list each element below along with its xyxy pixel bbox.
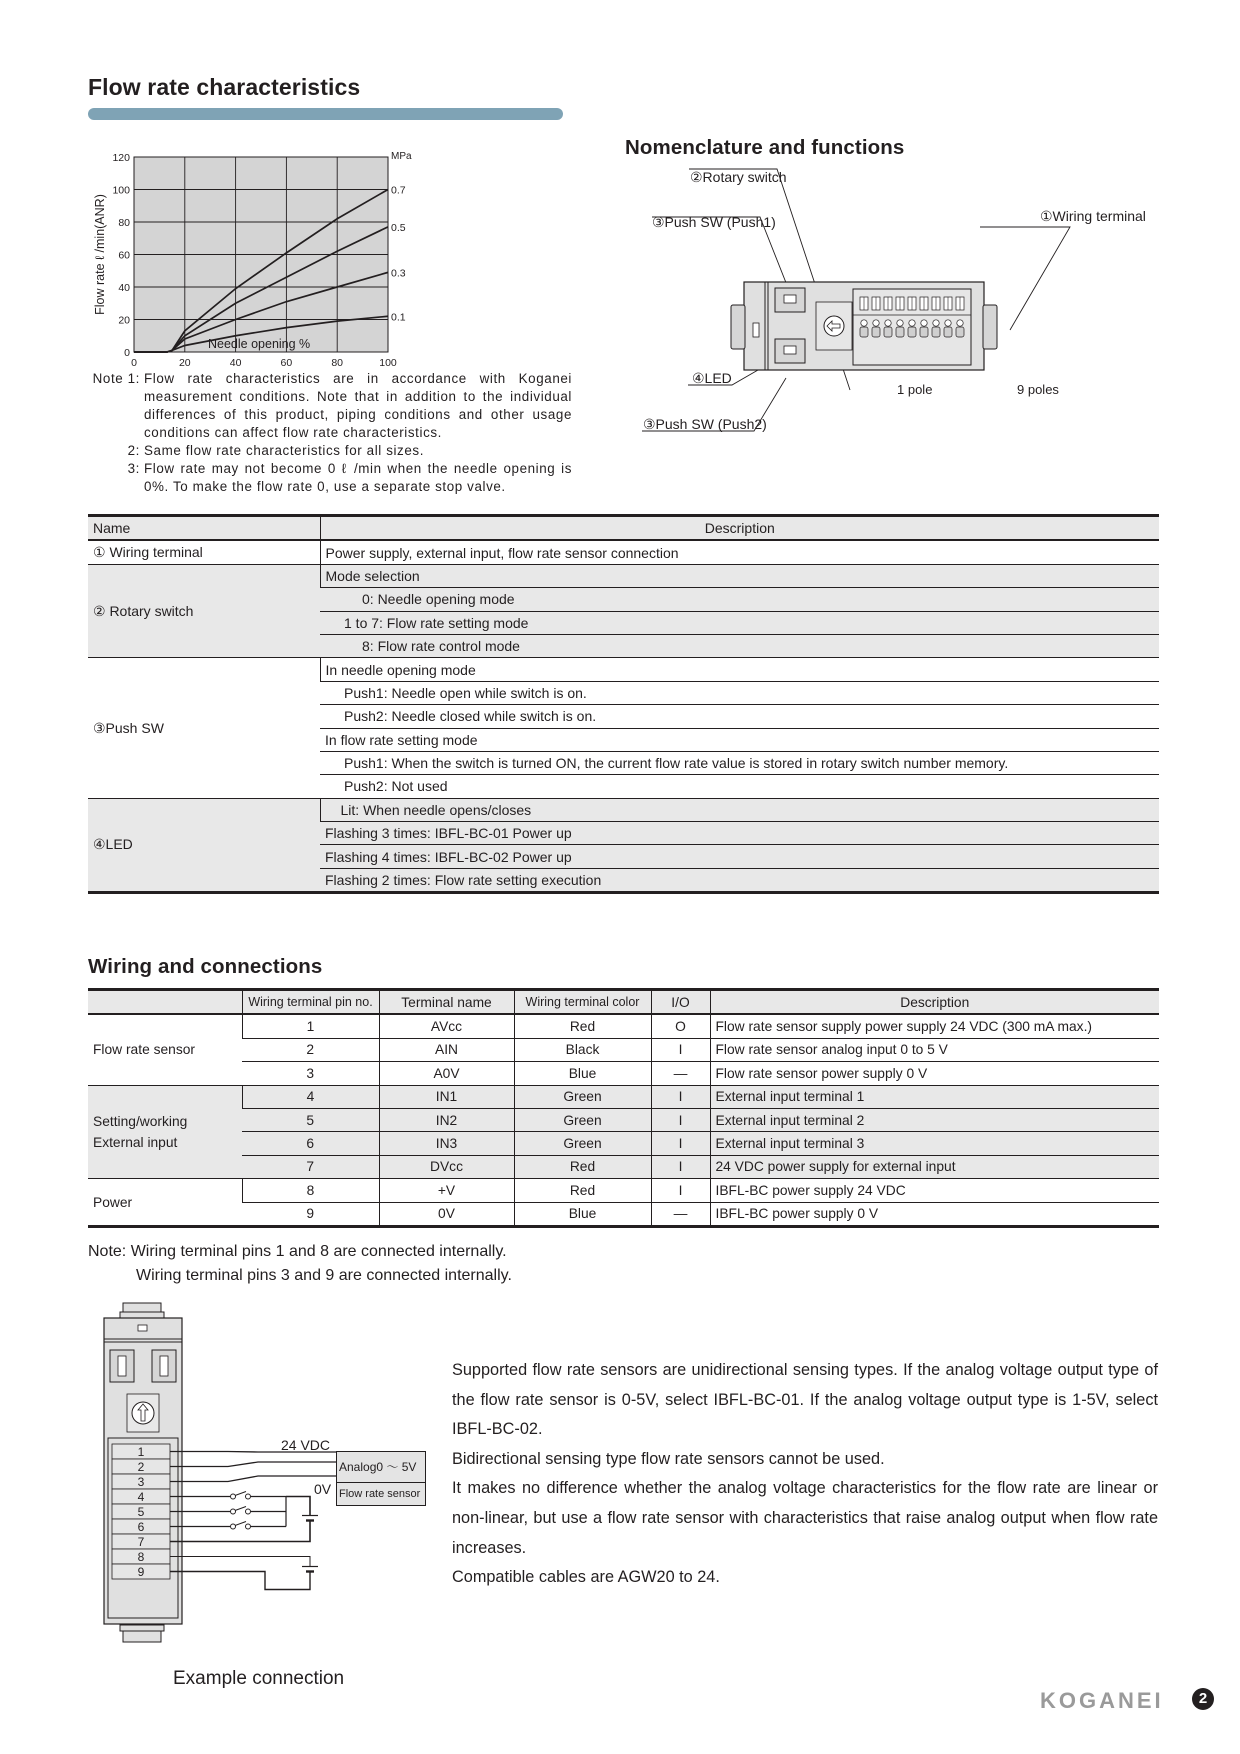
table-row	[88, 1085, 1159, 1108]
note-label: Note 1:	[92, 371, 140, 386]
nomenclature-table	[88, 514, 1159, 894]
series-label: 0.1	[391, 311, 406, 324]
x-tick: 20	[178, 357, 191, 369]
note-text: Flow rate characteristics are in accordance with Koganei measurement conditions. Note that in addition to the individual differences of this product, piping conditions and other usage conditions can affect flow rate characteristics.	[144, 371, 572, 440]
wiring-table	[88, 988, 1159, 1228]
description-cell: 8: Flow rate control mode	[320, 634, 1159, 657]
table-row	[88, 1179, 1159, 1202]
description-cell: Push2: Needle closed while switch is on.	[320, 705, 1159, 728]
nomenclature-title: Nomenclature and functions	[625, 136, 905, 159]
io-cell: —	[651, 1062, 710, 1085]
x-tick: 100	[379, 357, 397, 369]
note-label: 2:	[127, 443, 140, 458]
column-header: Name	[88, 516, 320, 541]
pin-label: 1	[137, 1445, 145, 1459]
sensor-box	[336, 1451, 426, 1506]
wire-color-cell: Red	[514, 1155, 651, 1178]
note-item	[88, 370, 572, 442]
column-header: Description	[710, 990, 1159, 1015]
pin-cell: 2	[242, 1038, 379, 1061]
table-row	[88, 1108, 1159, 1131]
callout-push1: ③Push SW (Push1)	[652, 214, 776, 230]
callout-led: ④LED	[692, 370, 732, 386]
table-row	[88, 540, 1159, 564]
row-name-cell: ② Rotary switch	[88, 564, 320, 658]
pole9-label: 9 poles	[1017, 382, 1059, 397]
description-cell: External input terminal 2	[710, 1108, 1159, 1131]
terminal-name-cell: IN3	[379, 1132, 514, 1155]
note-text: Flow rate may not become 0 ℓ /min when the needle opening is 0%. To make the flow rate 0, use a separate stop valve.	[144, 461, 572, 494]
flow-rate-chart	[88, 145, 448, 369]
pin-cell: 4	[242, 1085, 379, 1108]
callout-wiring-terminal: ①Wiring terminal	[1040, 208, 1146, 224]
note-item	[88, 442, 572, 460]
table-row	[88, 1062, 1159, 1085]
pin-label: 3	[137, 1475, 145, 1489]
group-name-cell: Flow rate sensor	[88, 1014, 242, 1085]
body-paragraph: Compatible cables are AGW20 to 24.	[452, 1568, 720, 1587]
description-cell: IBFL-BC power supply 0 V	[710, 1202, 1159, 1226]
description-cell: 24 VDC power supply for external input	[710, 1155, 1159, 1178]
y-tick: 60	[118, 249, 130, 262]
series-label: 0.7	[391, 184, 406, 197]
y-tick: 80	[118, 217, 130, 229]
row-name-cell: ③Push SW	[88, 658, 320, 798]
terminal-name-cell: DVcc	[379, 1155, 514, 1178]
example-connection-caption: Example connection	[173, 1668, 345, 1689]
column-header: Description	[320, 516, 1159, 541]
y-tick: 0	[124, 347, 130, 359]
table-header-row	[88, 990, 1159, 1015]
pin-cell: 7	[242, 1155, 379, 1178]
description-cell: Flashing 3 times: IBFL-BC-01 Power up	[320, 822, 1159, 845]
terminal-name-cell: IN1	[379, 1085, 514, 1108]
pin-cell: 9	[242, 1202, 379, 1226]
series-label: 0.5	[391, 221, 406, 234]
io-cell: I	[651, 1085, 710, 1108]
callout-push2: ③Push SW (Push2)	[643, 416, 767, 432]
x-tick: 80	[331, 357, 344, 369]
row-name-cell: ① Wiring terminal	[88, 540, 320, 564]
description-cell: Push1: When the switch is turned ON, the current flow rate value is stored in rotary switch number memory.	[320, 751, 1159, 774]
wire-color-cell: Red	[514, 1014, 651, 1038]
sensor-name-label: Flow rate sensor	[339, 1488, 421, 1500]
column-header: Terminal name	[379, 990, 514, 1015]
y-tick: 20	[118, 314, 130, 327]
io-cell: I	[651, 1155, 710, 1178]
description-cell: Flashing 2 times: Flow rate setting execution	[320, 868, 1159, 892]
chart-ylabel: Flow rate ℓ /min(ANR)	[93, 194, 107, 315]
table-row	[88, 658, 1159, 681]
flow-notes	[88, 370, 572, 496]
wire-color-cell: Green	[514, 1132, 651, 1155]
x-tick: 40	[229, 357, 242, 369]
table-row	[88, 564, 1159, 587]
group-name-cell: Setting/working External input	[88, 1085, 242, 1179]
group-name-cell: Power	[88, 1179, 242, 1227]
io-cell: O	[651, 1014, 710, 1038]
description-cell: Push1: Needle open while switch is on.	[320, 681, 1159, 704]
mpa-unit-label: MPa	[391, 151, 412, 162]
pin-cell: 8	[242, 1179, 379, 1202]
pin-label: 8	[137, 1550, 145, 1564]
pin-label: 9	[137, 1565, 145, 1579]
y-tick: 40	[118, 282, 130, 294]
io-cell: I	[651, 1132, 710, 1155]
wire-color-cell: Blue	[514, 1202, 651, 1226]
io-cell: —	[651, 1202, 710, 1226]
column-header: Wiring terminal pin no.	[242, 990, 379, 1015]
description-cell: Lit: When needle opens/closes	[320, 798, 1159, 821]
note-label: 3:	[127, 461, 140, 476]
wire-color-cell: Red	[514, 1179, 651, 1202]
description-cell: Push2: Not used	[320, 775, 1159, 798]
label-24vdc: 24 VDC	[281, 1437, 331, 1453]
flow-section-title: Flow rate characteristics	[88, 74, 361, 100]
device-diagram	[620, 160, 1180, 460]
description-cell: Mode selection	[320, 564, 1159, 587]
note-item	[88, 460, 572, 496]
table-row	[88, 1132, 1159, 1155]
pin-cell: 6	[242, 1132, 379, 1155]
column-header: I/O	[651, 990, 710, 1015]
wiring-note-2: Wiring terminal pins 3 and 9 are connected internally.	[136, 1267, 512, 1284]
body-paragraph: It makes no difference whether the analog voltage characteristics for the flow rate are linear or non-linear, but use a flow rate sensor with characteristics that raise analog output when flow rate increases.	[452, 1479, 1158, 1557]
io-cell: I	[651, 1108, 710, 1131]
wire-color-cell: Green	[514, 1108, 651, 1131]
pin-cell: 1	[242, 1014, 379, 1038]
description-cell: External input terminal 1	[710, 1085, 1159, 1108]
wire-color-cell: Green	[514, 1085, 651, 1108]
pin-label: 4	[137, 1490, 145, 1504]
terminal-name-cell: AIN	[379, 1038, 514, 1061]
column-header: Wiring terminal color	[514, 990, 651, 1015]
pin-label: 2	[137, 1460, 145, 1474]
description-cell: In needle opening mode	[320, 658, 1159, 681]
wiring-title: Wiring and connections	[88, 955, 323, 978]
io-cell: I	[651, 1179, 710, 1202]
x-tick: 60	[280, 357, 293, 369]
wire-color-cell: Black	[514, 1038, 651, 1061]
label-0v: 0V	[314, 1481, 332, 1497]
terminal-name-cell: A0V	[379, 1062, 514, 1085]
table-row	[88, 1014, 1159, 1038]
series-label: 0.3	[391, 267, 406, 280]
pin-label: 7	[137, 1535, 145, 1549]
io-cell: I	[651, 1038, 710, 1061]
terminal-name-cell: AVcc	[379, 1014, 514, 1038]
pin-cell: 5	[242, 1108, 379, 1131]
x-tick: 0	[131, 357, 137, 369]
table-row	[88, 1038, 1159, 1061]
description-cell: Flow rate sensor analog input 0 to 5 V	[710, 1038, 1159, 1061]
page-number: 2	[1192, 1688, 1214, 1710]
description-cell: Flow rate sensor supply power supply 24 VDC (300 mA max.)	[710, 1014, 1159, 1038]
callout-rotary-switch: ②Rotary switch	[690, 169, 787, 185]
chart-xlabel: Needle opening %	[208, 337, 311, 351]
table-header-row	[88, 516, 1159, 541]
description-cell: 0: Needle opening mode	[320, 588, 1159, 611]
pin-label: 5	[137, 1505, 145, 1519]
wire-color-cell: Blue	[514, 1062, 651, 1085]
pole1-label: 1 pole	[897, 382, 933, 397]
body-paragraph: Supported flow rate sensors are unidirectional sensing types. If the analog voltage output type of the flow rate sensor is 0-5V, select IBFL-BC-01. If the analog voltage output type is 1-5V, select IBFL-BC-02.	[452, 1361, 1158, 1439]
pin-cell: 3	[242, 1062, 379, 1085]
table-row	[88, 798, 1159, 821]
description-cell: Flashing 4 times: IBFL-BC-02 Power up	[320, 845, 1159, 868]
column-header	[88, 990, 242, 1015]
description-cell: Flow rate sensor power supply 0 V	[710, 1062, 1159, 1085]
pin-label: 6	[137, 1520, 145, 1534]
description-cell: IBFL-BC power supply 24 VDC	[710, 1179, 1159, 1202]
terminal-name-cell: +V	[379, 1179, 514, 1202]
y-tick: 120	[112, 152, 130, 164]
description-cell: In flow rate setting mode	[320, 728, 1159, 751]
terminal-name-cell: 0V	[379, 1202, 514, 1226]
body-paragraph: Bidirectional sensing type flow rate sensors cannot be used.	[452, 1449, 885, 1468]
wiring-body-text	[452, 1356, 1158, 1593]
table-row	[88, 1155, 1159, 1178]
y-tick: 100	[112, 184, 130, 197]
description-cell: Power supply, external input, flow rate sensor connection	[320, 540, 1159, 564]
note-text: Same flow rate characteristics for all sizes.	[144, 443, 425, 458]
row-name-cell: ④LED	[88, 798, 320, 893]
koganei-logo: KOGANEI	[1040, 1688, 1164, 1713]
section-underline-bar	[88, 108, 563, 120]
wiring-note-1: Note: Wiring terminal pins 1 and 8 are connected internally.	[88, 1243, 507, 1260]
table-row	[88, 1202, 1159, 1226]
description-cell: External input terminal 3	[710, 1132, 1159, 1155]
description-cell: 1 to 7: Flow rate setting mode	[320, 611, 1159, 634]
terminal-name-cell: IN2	[379, 1108, 514, 1131]
sensor-analog-label: Analog0 ～ 5V	[337, 1452, 425, 1483]
